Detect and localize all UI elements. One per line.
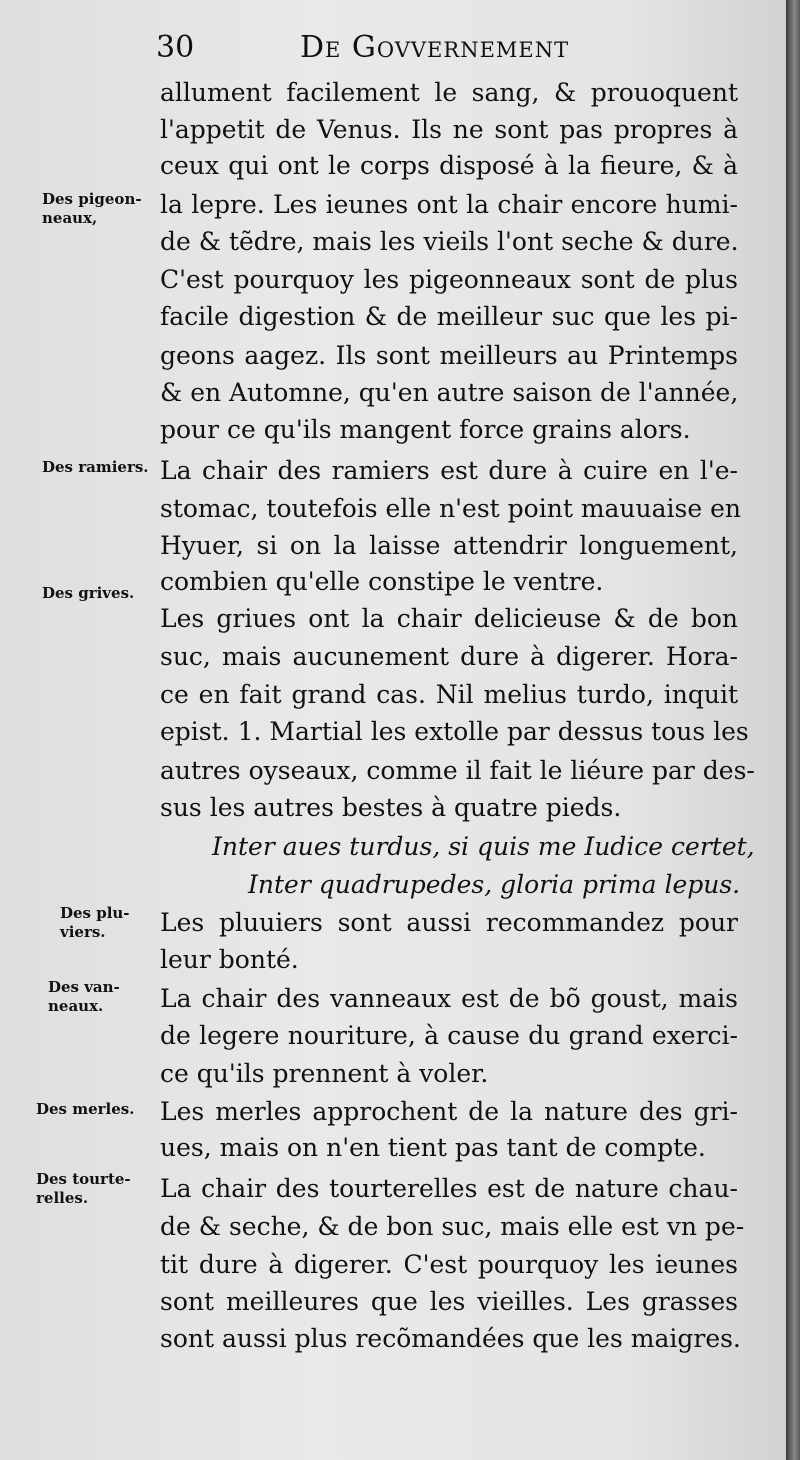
text-line: de & seche, & de bon suc, mais elle est vn pe-	[160, 1212, 745, 1241]
text-line: & en Automne, qu'en autre saison de l'année,	[160, 378, 739, 407]
text-line: La chair des vanneaux est de bõ goust, mais	[160, 984, 738, 1013]
text-line: Les griues ont la chair delicieuse & de bon	[160, 604, 738, 633]
margin-note-line: Des ramiers.	[42, 458, 149, 476]
margin-note-line: Des tourte-	[36, 1170, 131, 1188]
text-line: Les pluuiers sont aussi recommandez pour	[160, 908, 738, 937]
page-edge	[786, 0, 800, 1460]
text-line: ce en fait grand cas. Nil melius turdo, inquit	[160, 680, 738, 709]
margin-note	[36, 1100, 166, 1119]
margin-note	[42, 190, 172, 228]
text-line: Hyuer, si on la laisse attendrir longuement,	[160, 531, 738, 560]
margin-note-line: viers.	[60, 923, 106, 941]
text-line: sont aussi plus recõmandées que les maigres.	[160, 1324, 741, 1353]
margin-note	[48, 978, 178, 1016]
margin-note-line: Des grives.	[42, 584, 135, 602]
text-line: allument facilement le sang, & prouoquent	[160, 78, 738, 107]
text-line: C'est pourquoy les pigeonneaux sont de plus	[160, 265, 738, 294]
text-line: pour ce qu'ils mangent force grains alors.	[160, 415, 691, 444]
text-line: leur bonté.	[160, 945, 299, 974]
margin-note-line: relles.	[36, 1189, 89, 1207]
margin-note-line: Des pigeon-	[42, 190, 142, 208]
page-number: 30	[156, 30, 195, 65]
text-line: combien qu'elle constipe le ventre.	[160, 567, 604, 596]
text-line: autres oyseaux, comme il fait le liéure par des-	[160, 756, 755, 785]
text-line: suc, mais aucunement dure à digerer. Hora-	[160, 642, 738, 671]
margin-note	[36, 1170, 166, 1208]
page-header	[0, 28, 786, 68]
text-line: ceux qui ont le corps disposé à la fieure, & à	[160, 151, 738, 180]
text-line: Les merles approchent de la nature des gri-	[160, 1097, 738, 1126]
margin-note-line: neaux,	[42, 209, 98, 227]
text-line: La chair des ramiers est dure à cuire en l'e-	[160, 456, 738, 485]
text-line: epist. 1. Martial les extolle par dessus tous les	[160, 717, 749, 746]
text-line: la lepre. Les ieunes ont la chair encore humi-	[160, 190, 738, 219]
text-line: geons aagez. Ils sont meilleurs au Printemps	[160, 341, 738, 370]
text-line: de legere nouriture, à cause du grand exerci-	[160, 1021, 738, 1050]
running-head: De Govvernement	[300, 30, 570, 65]
margin-note	[42, 584, 172, 603]
margin-note-line: Des van-	[48, 978, 120, 996]
text-line: de & tẽdre, mais les vieils l'ont seche & dure.	[160, 227, 739, 256]
text-line: Inter aues turdus, si quis me Iudice certet,	[212, 832, 755, 861]
text-line: sus les autres bestes à quatre pieds.	[160, 793, 622, 822]
text-line: tit dure à digerer. C'est pourquoy les ieunes	[160, 1250, 738, 1279]
text-line: Inter quadrupedes, gloria prima lepus.	[248, 870, 741, 899]
text-line: ce qu'ils prennent à voler.	[160, 1059, 489, 1088]
margin-note	[42, 458, 172, 477]
text-line: sont meilleures que les vieilles. Les grasses	[160, 1287, 738, 1316]
text-line: La chair des tourterelles est de nature chau-	[160, 1174, 738, 1203]
margin-note-line: neaux.	[48, 997, 104, 1015]
margin-note-line: Des merles.	[36, 1100, 135, 1118]
text-line: facile digestion & de meilleur suc que les pi-	[160, 302, 738, 331]
margin-note-line: Des plu-	[60, 904, 130, 922]
text-line: l'appetit de Venus. Ils ne sont pas propres à	[160, 115, 738, 144]
text-line: ues, mais on n'en tient pas tant de compte.	[160, 1133, 706, 1162]
text-line: stomac, toutefois elle n'est point mauuaise en	[160, 494, 741, 523]
